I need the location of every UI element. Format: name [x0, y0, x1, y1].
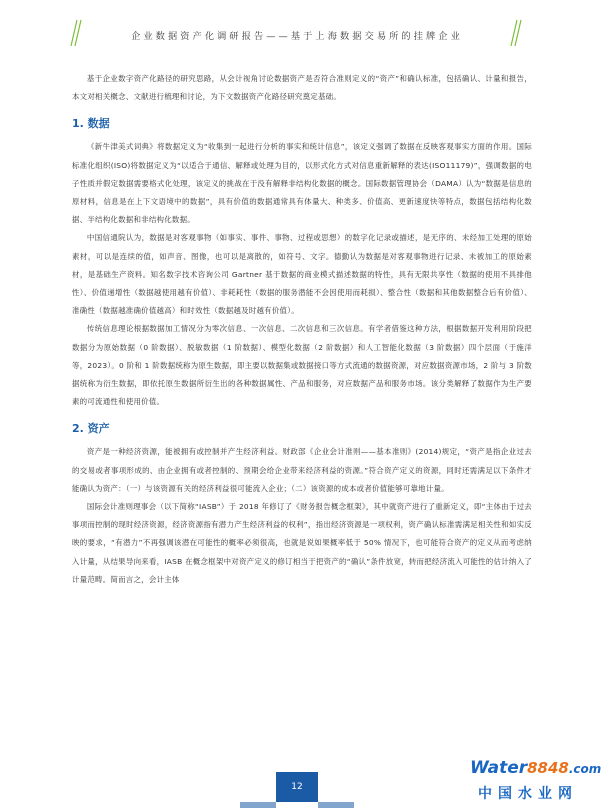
watermark-word: Water	[470, 758, 528, 778]
intro-paragraph: 基于企业数字资产化路径的研究思路，从会计视角讨论数据资产是否符合准则定义的“资产”和确认标准，包括确认、计量和报告，本文对相关概念、文献进行梳理和讨论，为下文数据资产化路径研究奠定基础。	[72, 74, 532, 102]
section1-paragraph-2: 中国信通院认为，数据是对客观事物（如事实、事件、事物、过程或思想）的数字化记录或描述，是无序的、未经加工处理的原始素材，可以是连续的值，如声音、图像，也可以是离散的，如符号、文字。德勤认为数据是对客观事物进行记录、未被加工的原始素材，是基础生产资料。知名数字技术咨询公司 Gartner 基于数据的商业模式描述数据的特性，具有无限共享性（数据的使用不具排他性）、价值递增性（数据越使用越有价值）、非耗耗性（数据的服务潜能不会因使用而耗损）、整合性（数据和其他数据整合后有价值）、准确性（数据越准确价值越高）和时效性（数据越及时越有价值）。	[72, 233, 532, 316]
watermark-suffix: .com	[568, 762, 601, 776]
watermark-chinese-name: 中国水业网	[478, 786, 578, 802]
footer-rule-right	[318, 802, 354, 808]
section2-paragraph-2: 国际会计准则理事会（以下简称“IASB”）于 2018 年修订了《财务报告概念框架》，其中就资产进行了重新定义，即“主体由于过去事项而控制的现时经济资源，经济资源指有潜力产生经济利益的权利”，指出经济资源是一项权利，资产确认标准需满足相关性和如实反映的要求，“有潜力”不再强调该潜在可能性的概率必须很高，也就是说如果概率低于 50% 情况下，也可能符合资产的定义从而考虑纳入计量，从结果导向来看，IASB 在概念框架中对资产定义的修订相当于把资产的“确认”条件放宽，转而把经济流入可能性的估计纳入了计量范畴。简而言之，会计主体	[72, 502, 532, 584]
page-number: 12	[276, 772, 318, 802]
section-heading-data: 1. 数据	[72, 117, 110, 131]
section-heading-asset: 2. 资产	[72, 422, 110, 436]
section1-paragraph-1: 《新牛津美式词典》将数据定义为“收集到一起进行分析的事实和统计信息”，该定义强调了数据在反映客观事实方面的作用。国际标准化组织(ISO)将数据定义为“以适合于通信、解释或处理为目的，以形式化方式对信息重新解释的表达(ISO11179)”，强调数据的电子性质并假定数据需要格式化处理，该定义的挑战在于没有解释非结构化数据的概念。国际数据管理协会（DAMA）认为“数据是信息的原材料，信息是在上下文语境中的数据”，具有价值的数据通常具有体量大、种类多、价值高、更新速度快等特点，数据包括结构化数据、半结构化数据和非结构化数据。	[72, 142, 532, 225]
page-header	[0, 0, 595, 58]
footer-rule-left	[240, 802, 276, 808]
header-slash-decoration-right	[510, 20, 524, 46]
watermark-number: 8848	[527, 759, 569, 777]
section2-paragraph-1: 资产是一种经济资源，能被拥有或控制并产生经济利益。财政部《企业会计准则——基本准则》(2014)规定，“资产是指企业过去的交易或者事项形成的、由企业拥有或者控制的、预期会给企业带来经济利益的资源。”符合资产定义的资源，同时还需满足以下条件才能确认为资产：（一）与该资源有关的经济利益很可能流入企业；（二）该资源的成本或者价值能够可靠地计量。	[72, 447, 532, 493]
report-title: 企业数据资产化调研报告——基于上海数据交易所的挂牌企业	[131, 31, 463, 42]
watermark-wordmark	[470, 758, 601, 778]
header-slash-decoration-left	[68, 20, 82, 46]
document-body	[72, 70, 532, 589]
site-watermark-logo	[470, 758, 601, 804]
section1-paragraph-3: 传统信息理论根据数据加工情况分为零次信息、一次信息、二次信息和三次信息。有学者借鉴这种方法，根据数据开发利用阶段把数据分为原始数据（0 阶数据）、脱敏数据（1 阶数据）、模型化数据（2 阶数据）和人工智能化数据（3 阶数据）四个层面（于施洋等，2023）。0 阶和 1 阶数据统称为原生数据，即主要以数据集或数据接口等方式流通的数据资源，对应数据资源市场，2 阶与 3 阶数据统称为衍生数据，即依托原生数据所衍生出的各种数据属性、产品和服务，对应数据产品和服务市场。该分类解释了数据作为生产要素的可流通性和使用价值。	[72, 324, 532, 407]
